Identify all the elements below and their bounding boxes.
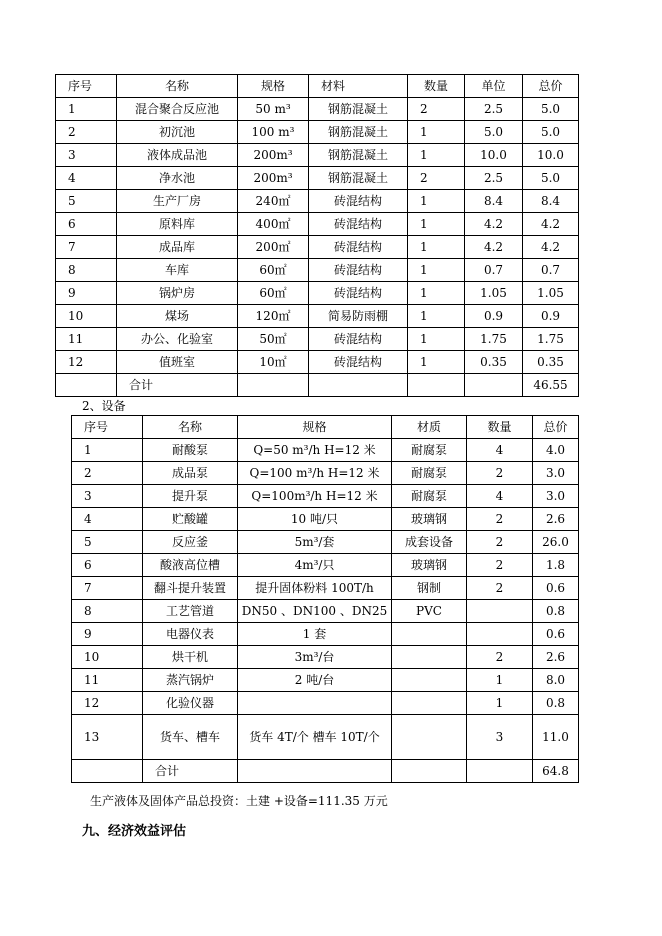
cell-qty: 1 xyxy=(467,692,533,715)
economic-evaluation-heading: 九、经济效益评估 xyxy=(82,824,187,839)
cell-name: 烘干机 xyxy=(143,646,238,669)
cell-empty xyxy=(309,374,408,397)
cell-material: PVC xyxy=(392,600,467,623)
cell-unit: 0.35 xyxy=(465,351,523,374)
cell-name: 原料库 xyxy=(117,213,238,236)
cell-seq: 11 xyxy=(72,669,143,692)
table-row xyxy=(56,144,579,167)
cell-total: 4.2 xyxy=(523,213,579,236)
cell-material: 钢制 xyxy=(392,577,467,600)
table-row xyxy=(56,98,579,121)
cell-material: 简易防雨棚 xyxy=(309,305,408,328)
cell-material: 砖混结构 xyxy=(309,259,408,282)
cell-spec: 1 套 xyxy=(238,623,392,646)
cell-unit: 8.4 xyxy=(465,190,523,213)
cell-qty: 1 xyxy=(408,213,465,236)
cell-total: 4.0 xyxy=(533,439,579,462)
cell-material: 钢筋混凝土 xyxy=(309,121,408,144)
cell-seq: 4 xyxy=(72,508,143,531)
cell-total: 2.6 xyxy=(533,508,579,531)
cell-total: 26.0 xyxy=(533,531,579,554)
header-spec: 规格 xyxy=(238,75,309,98)
cell-qty: 1 xyxy=(408,190,465,213)
table-row xyxy=(72,600,579,623)
cell-name: 工艺管道 xyxy=(143,600,238,623)
cell-material: 耐腐泵 xyxy=(392,439,467,462)
cell-name: 化验仪器 xyxy=(143,692,238,715)
cell-total: 1.05 xyxy=(523,282,579,305)
cell-material: 钢筋混凝土 xyxy=(309,167,408,190)
cell-spec xyxy=(238,692,392,715)
header-total: 总价 xyxy=(533,416,579,439)
cell-total: 0.8 xyxy=(533,692,579,715)
cell-empty xyxy=(467,760,533,783)
cell-material: 砖混结构 xyxy=(309,282,408,305)
cell-name: 反应釜 xyxy=(143,531,238,554)
cell-qty: 1 xyxy=(408,236,465,259)
table-row xyxy=(56,236,579,259)
cell-material: 玻璃钢 xyxy=(392,554,467,577)
cell-seq: 10 xyxy=(56,305,117,328)
header-spec: 规格 xyxy=(238,416,392,439)
cell-material: 耐腐泵 xyxy=(392,485,467,508)
header-name: 名称 xyxy=(117,75,238,98)
cell-name: 混合聚合反应池 xyxy=(117,98,238,121)
header-material: 材料 xyxy=(309,75,408,98)
table-row xyxy=(72,531,579,554)
cell-name: 耐酸泵 xyxy=(143,439,238,462)
table-row xyxy=(72,577,579,600)
table-row xyxy=(56,328,579,351)
cell-seq: 5 xyxy=(72,531,143,554)
cell-qty: 1 xyxy=(408,305,465,328)
cell-qty: 3 xyxy=(467,715,533,760)
cell-qty: 2 xyxy=(408,167,465,190)
cell-seq xyxy=(72,760,143,783)
table-row xyxy=(56,351,579,374)
cell-total: 8.0 xyxy=(533,669,579,692)
table-row xyxy=(72,554,579,577)
cell-name: 值班室 xyxy=(117,351,238,374)
cell-qty: 2 xyxy=(467,462,533,485)
cell-name: 货车、槽车 xyxy=(143,715,238,760)
cell-spec: Q=100 m³/h H=12 米 xyxy=(238,462,392,485)
cell-total: 1.8 xyxy=(533,554,579,577)
cell-total: 2.6 xyxy=(533,646,579,669)
cell-spec: DN50 、DN100 、DN25 xyxy=(238,600,392,623)
cell-seq: 5 xyxy=(56,190,117,213)
cell-total: 4.2 xyxy=(523,236,579,259)
cell-name: 成品库 xyxy=(117,236,238,259)
cell-unit: 0.9 xyxy=(465,305,523,328)
header-qty: 数量 xyxy=(467,416,533,439)
cell-material: 耐腐泵 xyxy=(392,462,467,485)
cell-spec: 货车 4T/个 槽车 10T/个 xyxy=(238,715,392,760)
cell-spec: 120㎡ xyxy=(238,305,309,328)
cell-name: 液体成品池 xyxy=(117,144,238,167)
cell-seq: 8 xyxy=(72,600,143,623)
cell-name: 锅炉房 xyxy=(117,282,238,305)
cell-spec: 50 m³ xyxy=(238,98,309,121)
cell-material xyxy=(392,646,467,669)
table-row xyxy=(72,462,579,485)
cell-unit: 0.7 xyxy=(465,259,523,282)
civil-works-table xyxy=(55,74,579,397)
table-row xyxy=(72,508,579,531)
cell-name: 成品泵 xyxy=(143,462,238,485)
cell-seq: 2 xyxy=(72,462,143,485)
cell-name: 酸液高位槽 xyxy=(143,554,238,577)
cell-empty xyxy=(465,374,523,397)
total-value: 46.55 xyxy=(523,374,579,397)
total-value: 64.8 xyxy=(533,760,579,783)
cell-seq: 2 xyxy=(56,121,117,144)
table-row xyxy=(72,669,579,692)
table-row xyxy=(56,167,579,190)
cell-qty: 2 xyxy=(467,577,533,600)
cell-name: 净水池 xyxy=(117,167,238,190)
table-total-row xyxy=(72,760,579,783)
cell-spec: 2 吨/台 xyxy=(238,669,392,692)
table-total-row xyxy=(56,374,579,397)
cell-seq: 12 xyxy=(56,351,117,374)
cell-unit: 10.0 xyxy=(465,144,523,167)
table-row xyxy=(56,282,579,305)
cell-spec: 240㎡ xyxy=(238,190,309,213)
header-qty: 数量 xyxy=(408,75,465,98)
cell-seq: 3 xyxy=(56,144,117,167)
cell-material: 砖混结构 xyxy=(309,213,408,236)
cell-unit: 4.2 xyxy=(465,213,523,236)
cell-spec: 提升固体粉料 100T/h xyxy=(238,577,392,600)
total-label: 合计 xyxy=(117,374,238,397)
cell-seq: 12 xyxy=(72,692,143,715)
cell-name: 贮酸罐 xyxy=(143,508,238,531)
cell-seq: 8 xyxy=(56,259,117,282)
total-label: 合计 xyxy=(143,760,238,783)
table-row xyxy=(72,715,579,760)
cell-seq: 9 xyxy=(72,623,143,646)
cell-qty: 1 xyxy=(408,121,465,144)
cell-empty xyxy=(392,760,467,783)
cell-qty: 2 xyxy=(467,508,533,531)
cell-material: 砖混结构 xyxy=(309,236,408,259)
cell-unit: 4.2 xyxy=(465,236,523,259)
cell-unit: 1.75 xyxy=(465,328,523,351)
equipment-section-caption: 2、设备 xyxy=(82,399,126,413)
cell-total: 3.0 xyxy=(533,485,579,508)
cell-seq: 10 xyxy=(72,646,143,669)
cell-spec: Q=50 m³/h H=12 米 xyxy=(238,439,392,462)
cell-material: 砖混结构 xyxy=(309,328,408,351)
cell-qty: 2 xyxy=(467,554,533,577)
table-row xyxy=(72,692,579,715)
cell-spec: 100 m³ xyxy=(238,121,309,144)
cell-material xyxy=(392,669,467,692)
cell-seq: 6 xyxy=(72,554,143,577)
cell-name: 提升泵 xyxy=(143,485,238,508)
table-row xyxy=(72,623,579,646)
cell-unit: 1.05 xyxy=(465,282,523,305)
cell-seq: 6 xyxy=(56,213,117,236)
cell-seq: 1 xyxy=(56,98,117,121)
cell-spec: 10㎡ xyxy=(238,351,309,374)
table-header-row xyxy=(56,75,579,98)
cell-total: 0.35 xyxy=(523,351,579,374)
cell-qty: 1 xyxy=(408,144,465,167)
cell-qty: 2 xyxy=(467,531,533,554)
cell-name: 电器仪表 xyxy=(143,623,238,646)
cell-total: 0.9 xyxy=(523,305,579,328)
table-row xyxy=(72,439,579,462)
cell-seq xyxy=(56,374,117,397)
cell-name: 初沉池 xyxy=(117,121,238,144)
cell-spec: Q=100m³/h H=12 米 xyxy=(238,485,392,508)
table-row xyxy=(72,485,579,508)
cell-material xyxy=(392,692,467,715)
cell-spec: 50㎡ xyxy=(238,328,309,351)
cell-spec: 200㎡ xyxy=(238,236,309,259)
cell-spec: 5m³/套 xyxy=(238,531,392,554)
cell-unit: 5.0 xyxy=(465,121,523,144)
table-row xyxy=(56,213,579,236)
cell-spec: 200m³ xyxy=(238,144,309,167)
cell-seq: 3 xyxy=(72,485,143,508)
cell-qty: 1 xyxy=(408,259,465,282)
cell-spec: 60㎡ xyxy=(238,282,309,305)
cell-qty: 2 xyxy=(467,646,533,669)
header-name: 名称 xyxy=(143,416,238,439)
cell-name: 蒸汽锅炉 xyxy=(143,669,238,692)
table-row xyxy=(56,190,579,213)
cell-spec: 3m³/台 xyxy=(238,646,392,669)
cell-total: 11.0 xyxy=(533,715,579,760)
cell-qty: 1 xyxy=(408,328,465,351)
cell-total: 0.6 xyxy=(533,623,579,646)
cell-empty xyxy=(238,374,309,397)
header-total: 总价 xyxy=(523,75,579,98)
cell-total: 5.0 xyxy=(523,121,579,144)
cell-total: 0.7 xyxy=(523,259,579,282)
cell-material xyxy=(392,623,467,646)
cell-seq: 13 xyxy=(72,715,143,760)
cell-spec: 4m³/只 xyxy=(238,554,392,577)
cell-qty xyxy=(467,623,533,646)
table-row xyxy=(56,305,579,328)
cell-material: 砖混结构 xyxy=(309,351,408,374)
cell-total: 8.4 xyxy=(523,190,579,213)
header-seq: 序号 xyxy=(72,416,143,439)
cell-empty xyxy=(238,760,392,783)
cell-name: 煤场 xyxy=(117,305,238,328)
cell-total: 0.6 xyxy=(533,577,579,600)
table-row xyxy=(56,121,579,144)
cell-seq: 1 xyxy=(72,439,143,462)
cell-seq: 7 xyxy=(56,236,117,259)
cell-total: 5.0 xyxy=(523,98,579,121)
cell-name: 办公、化验室 xyxy=(117,328,238,351)
cell-spec: 10 吨/只 xyxy=(238,508,392,531)
cell-unit: 2.5 xyxy=(465,167,523,190)
header-material: 材质 xyxy=(392,416,467,439)
cell-material: 砖混结构 xyxy=(309,190,408,213)
cell-seq: 11 xyxy=(56,328,117,351)
cell-name: 翻斗提升装置 xyxy=(143,577,238,600)
cell-qty: 1 xyxy=(408,282,465,305)
cell-unit: 2.5 xyxy=(465,98,523,121)
cell-spec: 400㎡ xyxy=(238,213,309,236)
cell-material: 钢筋混凝土 xyxy=(309,98,408,121)
cell-qty: 1 xyxy=(408,351,465,374)
table-row xyxy=(72,646,579,669)
cell-qty: 2 xyxy=(408,98,465,121)
table-row xyxy=(56,259,579,282)
cell-empty xyxy=(408,374,465,397)
cell-material xyxy=(392,715,467,760)
cell-total: 1.75 xyxy=(523,328,579,351)
cell-total: 10.0 xyxy=(523,144,579,167)
cell-total: 3.0 xyxy=(533,462,579,485)
cell-seq: 4 xyxy=(56,167,117,190)
cell-qty xyxy=(467,600,533,623)
cell-name: 生产厂房 xyxy=(117,190,238,213)
cell-spec: 200m³ xyxy=(238,167,309,190)
header-seq: 序号 xyxy=(56,75,117,98)
cell-qty: 4 xyxy=(467,439,533,462)
equipment-table xyxy=(71,415,579,783)
table-header-row xyxy=(72,416,579,439)
cell-material: 成套设备 xyxy=(392,531,467,554)
cell-name: 车库 xyxy=(117,259,238,282)
cell-material: 玻璃钢 xyxy=(392,508,467,531)
total-investment-summary: 生产液体及固体产品总投资：土建 +设备=111.35 万元 xyxy=(90,794,388,808)
cell-qty: 1 xyxy=(467,669,533,692)
cell-qty: 4 xyxy=(467,485,533,508)
cell-seq: 7 xyxy=(72,577,143,600)
cell-material: 钢筋混凝土 xyxy=(309,144,408,167)
cell-total: 5.0 xyxy=(523,167,579,190)
header-unit: 单位 xyxy=(465,75,523,98)
cell-spec: 60㎡ xyxy=(238,259,309,282)
cell-seq: 9 xyxy=(56,282,117,305)
cell-total: 0.8 xyxy=(533,600,579,623)
